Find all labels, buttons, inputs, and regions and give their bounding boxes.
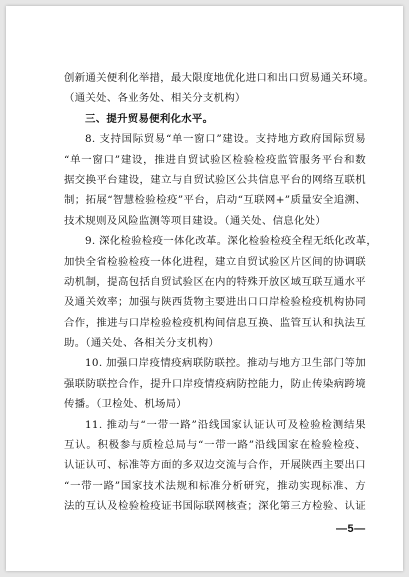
text-line: 合作，推进与口岸检验检疫机构间信息互换、监管互认和执法互 [64, 316, 366, 329]
text-line: “单一窗口”建设，推进自贸试验区检验检疫监管服务平台和数 [64, 153, 366, 166]
page-number: —5— [336, 523, 366, 535]
text-line: 互认。积极参与质检总局与“一带一路”沿线国家在检验检疫、 [64, 439, 366, 452]
text-line: 加快全省检验检疫一体化进程，建立自贸试验区片区间的协调联 [64, 255, 366, 268]
text-line: 制；拓展“智慧检验检疫”平台，启动“互联网+”质量安全追溯、 [64, 194, 366, 207]
text-line: 8. 支持国际贸易“单一窗口”建设。支持地方政府国际贸易 [85, 133, 366, 146]
text-line: 传播。（卫检处、机场局） [64, 398, 188, 411]
section-heading: 三、提升贸易便利化水平。 [85, 112, 214, 125]
text-line: 9. 深化检验检疫一体化改革。深化检验检疫全程无纸化改革， [85, 235, 378, 248]
text-line: 及通关效率；加强与陕西货物主要进出口口岸检验检疫机构协同 [64, 296, 366, 309]
document-page [6, 6, 403, 571]
text-line: “一带一路”国家技术法规和标准分析研究，推动实现标准、方 [64, 479, 366, 492]
text-line: 10. 加强口岸疫情疫病联防联控。推动与地方卫生部门等加 [85, 357, 366, 370]
text-line: 强联防联控合作，提升口岸疫情疫病防控能力，防止传染病跨境 [64, 377, 366, 390]
text-line: 11. 推动与“一带一路”沿线国家认证认可及检验检测结果 [85, 418, 366, 431]
text-line: 认证认可、标准等方面的多双边交流与合作，开展陕西主要出口 [64, 459, 366, 472]
text-line: 助。（通关处、各相关分支机构） [64, 337, 220, 350]
text-line: 据交换平台建设，建立与自贸试验区公共信息平台的网络互联机 [64, 173, 366, 186]
text-line: 法的互认及检验检疫证书国际联网核查；深化第三方检验、认证 [64, 500, 366, 513]
text-line: 技术规则及风险监测等项目建设。（通关处、信息化处） [64, 214, 327, 227]
text-line: （通关处、各业务处、相关分支机构） [64, 92, 246, 105]
text-line: 动机制，提高包括自贸试验区在内的特殊开放区域互联互通水平 [64, 275, 366, 288]
text-line: 创新通关便利化举措，最大限度地优化进口和出口贸易通关环境。 [64, 72, 375, 84]
document-body [64, 68, 378, 517]
